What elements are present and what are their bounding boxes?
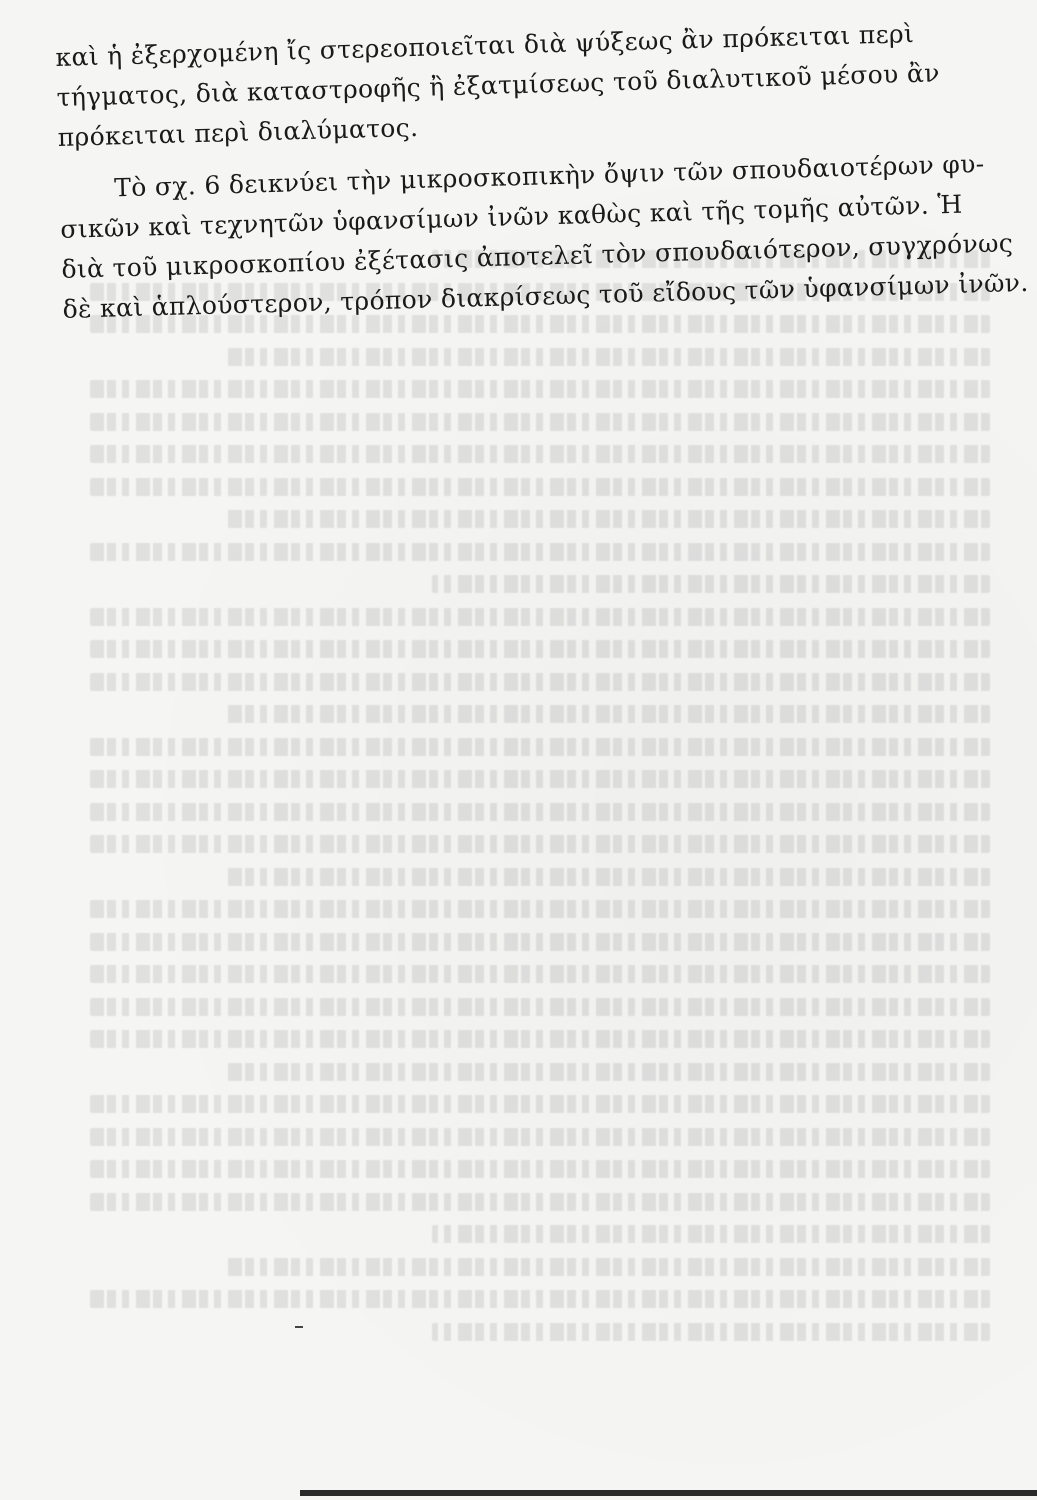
text-line-7: δὲ καὶ ἁπλούστερον, τρόπον διακρίσεως τοῦ εἴδους τῶν ὑφανσίμων ἰνῶν. [62, 267, 1029, 324]
body-text [55, 13, 1029, 330]
text-line-3: πρόκειται περὶ διαλύματος. [57, 112, 419, 152]
text-line-1: καὶ ἡ ἐξερχομένη ἴς στερεοποιεῖται διὰ ψύξεως ἂν πρόκειται περὶ [55, 19, 915, 72]
text-line-2: τήγματος, διὰ καταστροφῆς ἢ ἐξατμίσεως τοῦ διαλυτικοῦ μέσου ἂν [56, 58, 941, 112]
text-line-4: Τὸ σχ. 6 δεικνύει τὴν μικροσκοπικὴν ὄψιν τῶν σπουδαιοτέρων φυ- [113, 149, 985, 203]
scan-edge-rule [300, 1490, 1037, 1496]
bleed-through-text [90, 250, 990, 1370]
text-line-5: σικῶν καὶ τεχνητῶν ὑφανσίμων ἰνῶν καθὼς καὶ τῆς τομῆς αὐτῶν. Ἡ [59, 189, 963, 244]
text-line-6: διὰ τοῦ μικροσκοπίου ἐξέτασις ἀποτελεῖ τὸν σπουδαιότερον, συγχρόνως [61, 228, 1014, 284]
stray-mark [295, 1326, 303, 1328]
